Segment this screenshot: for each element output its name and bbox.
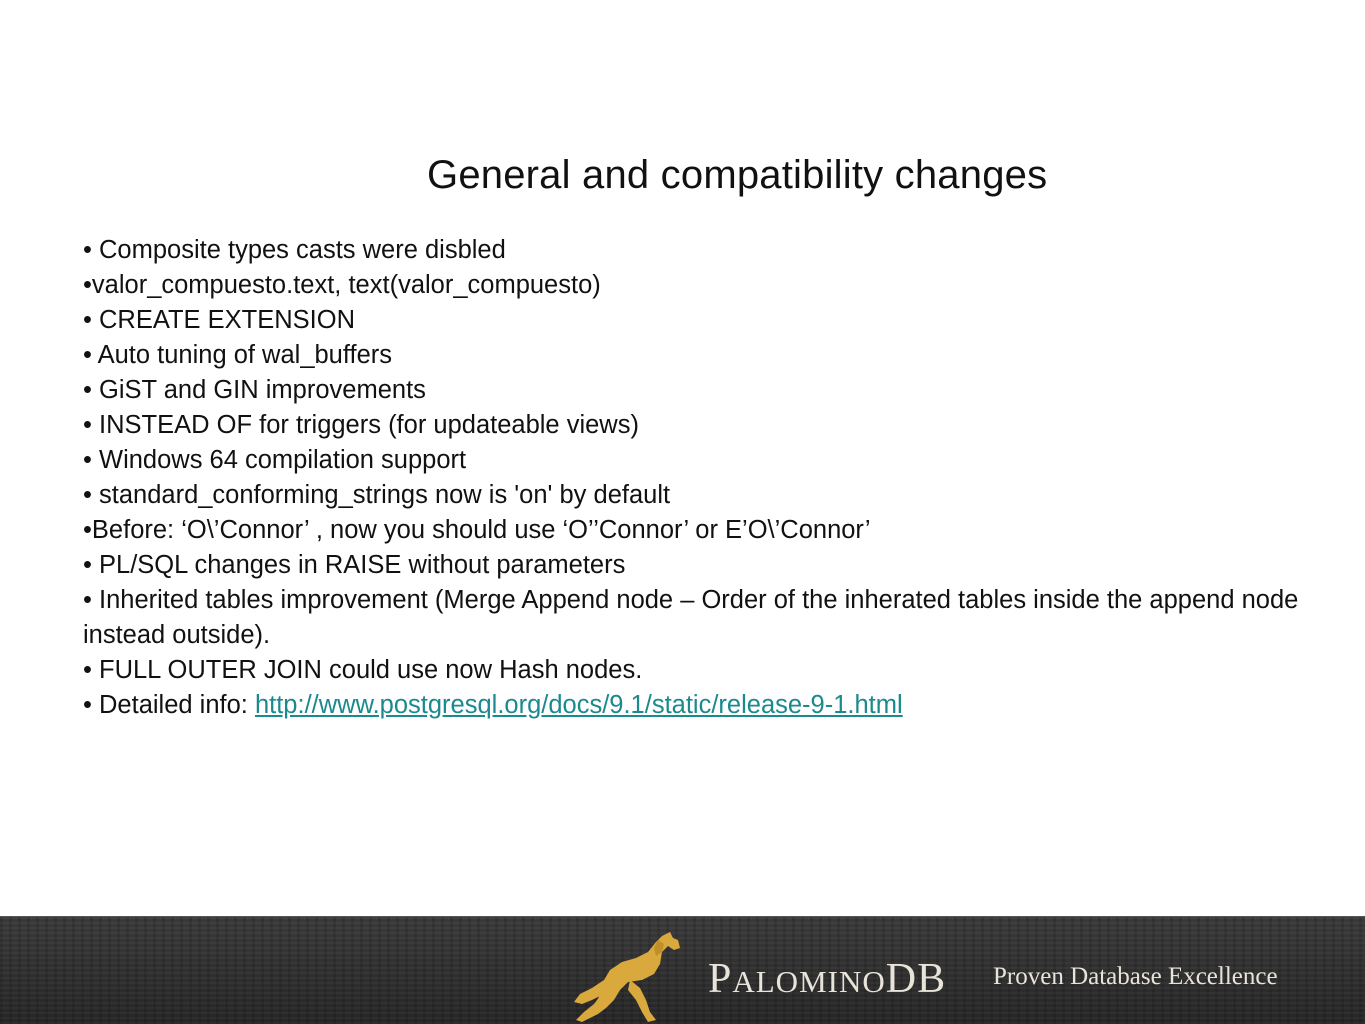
detail-label: • Detailed info: (83, 691, 255, 719)
bullet-list (83, 233, 1323, 723)
bullet-item: • Auto tuning of wal_buffers (83, 341, 393, 369)
brand-logo: PALOMINODB (708, 956, 947, 1002)
bullet-item: • Inherited tables improvement (Merge Append node – Order of the inherated tables inside the append node instead outside). (83, 586, 1299, 649)
bullet-item: •Before: ‘O\’Connor’ , now you should use ‘O’’Connor’ or E’O\’Connor’ (83, 516, 871, 544)
slide-title: General and compatibility changes (427, 153, 1048, 197)
bullet-item: • standard_conforming_strings now is 'on' by default (83, 481, 671, 509)
bullet-item: • FULL OUTER JOIN could use now Hash nodes. (83, 656, 643, 684)
bullet-item: • Windows 64 compilation support (83, 446, 467, 474)
bullet-item: • Composite types casts were disbled (83, 236, 506, 264)
bullet-item: • GiST and GIN improvements (83, 376, 426, 404)
bullet-item: •valor_compuesto.text, text(valor_compuesto) (83, 271, 601, 299)
release-notes-link[interactable]: http://www.postgresql.org/docs/9.1/static/release-9-1.html (254, 691, 903, 719)
bullet-item: • CREATE EXTENSION (83, 306, 355, 334)
horse-icon (570, 930, 682, 1023)
bullet-item: • INSTEAD OF for triggers (for updateable views) (83, 411, 639, 439)
tagline: Proven Database Excellence (993, 963, 1278, 990)
bullet-item: • PL/SQL changes in RAISE without parameters (83, 551, 626, 579)
bullet-item-detail (83, 688, 1323, 723)
